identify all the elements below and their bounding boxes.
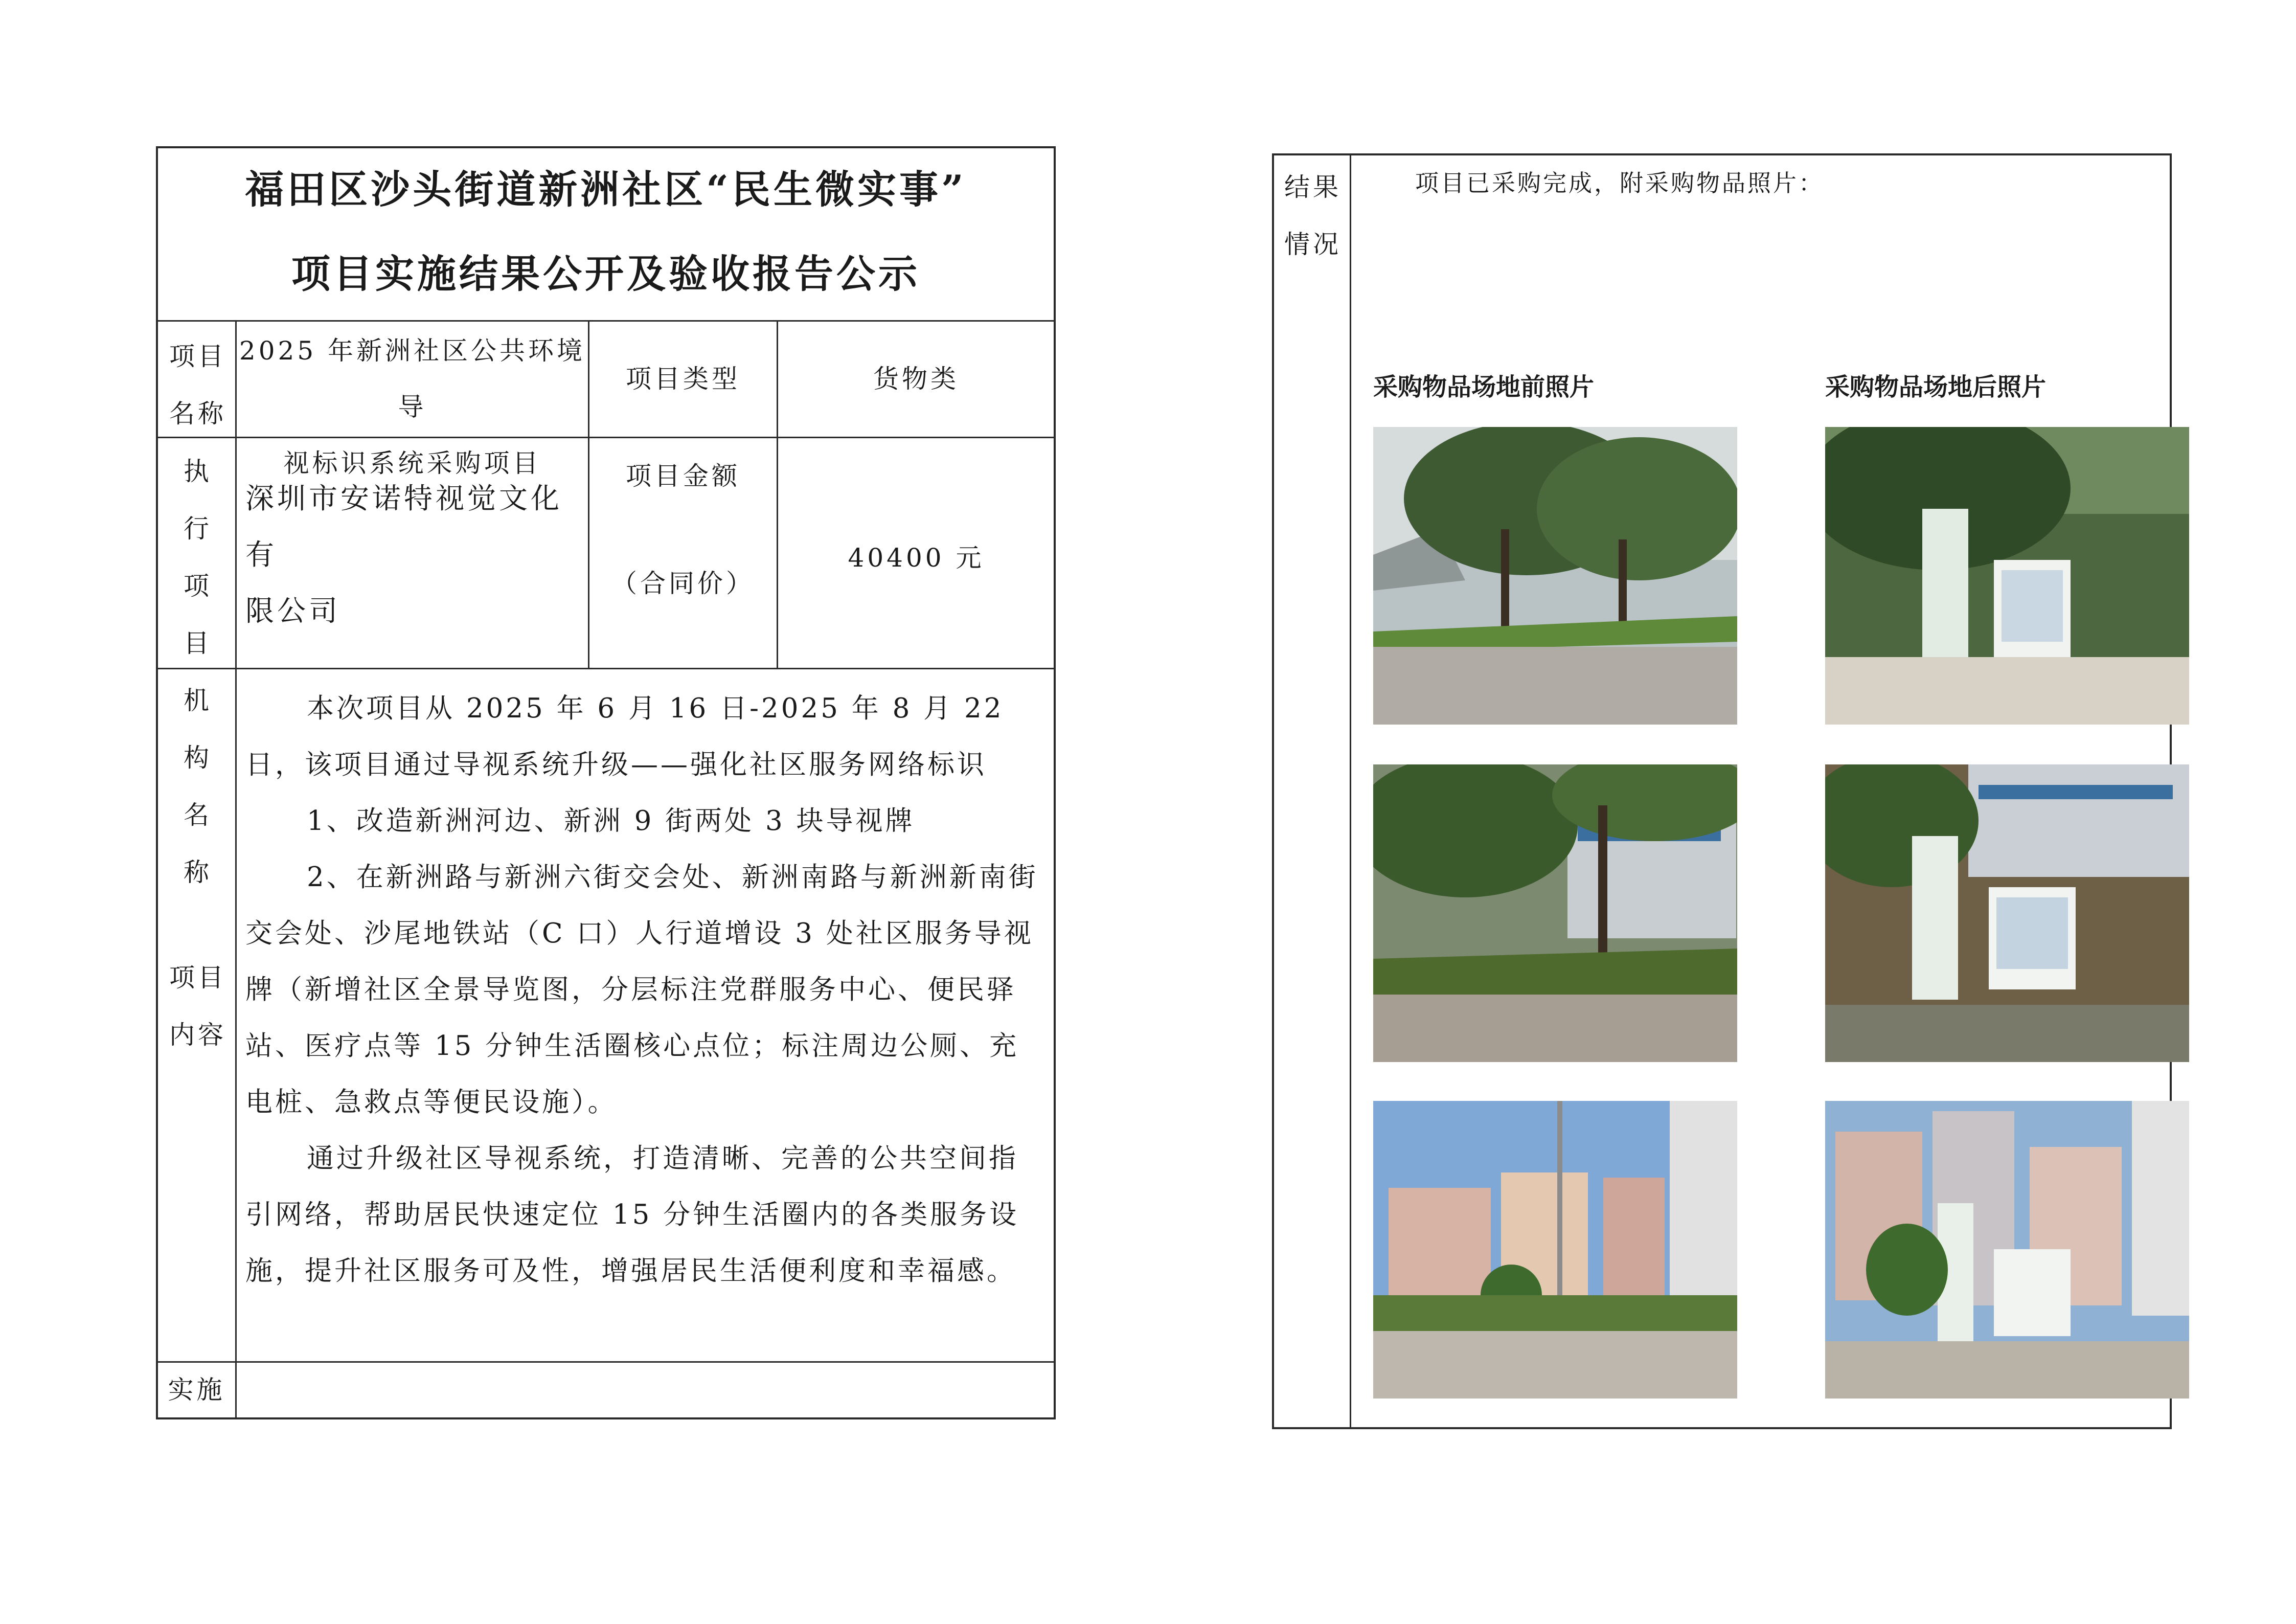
before-photos-caption: 采购物品场地前照片	[1373, 373, 1595, 401]
project-type-value: 货物类	[873, 364, 959, 394]
report-table	[156, 146, 1056, 1419]
after-photos-caption: 采购物品场地后照片	[1825, 373, 2047, 401]
project-content-label: 项目内容	[169, 963, 226, 1050]
executing-org-value: 深圳市安诺特视觉文化有 限公司	[245, 482, 562, 628]
project-name-value: 2025 年新洲社区公共环境导 视标识系统采购项目	[239, 336, 586, 478]
result-intro: 项目已采购完成，附采购物品照片：	[1415, 169, 1824, 197]
content-paragraph-2: 1、改造新洲河边、新洲 9 街两处 3 块导视牌	[307, 805, 915, 837]
project-amount-label: 项目金额	[626, 461, 740, 491]
page-title-line-2: 项目实施结果公开及验收报告公示	[291, 251, 920, 297]
contract-price-note: （合同价）	[611, 569, 755, 598]
after-photo-1	[1825, 427, 2189, 725]
content-paragraph-3: 2、在新洲路与新洲六街交会处、新洲南路与新洲新南街交会处、沙尾地铁站（C 口）人行道增设 3 处社区服务导视牌（新增社区全景导览图，分层标注党群服务中心、便民驿站、医疗点等 15 分钟生活圈核心点位；标注周边公厕、充电桩、急救点等便民设施）。	[245, 862, 1038, 1118]
before-photo-3	[1373, 1101, 1737, 1399]
project-name-label: 项目名称	[169, 342, 226, 428]
after-photo-2	[1825, 764, 2189, 1062]
before-photo-2	[1373, 764, 1737, 1062]
project-type-label: 项目类型	[626, 364, 740, 394]
project-content-body	[245, 681, 1045, 1299]
content-paragraph-1: 本次项目从 2025 年 6 月 16 日-2025 年 8 月 22 日，该项目通过导视系统升级——强化社区服务网络标识	[245, 693, 1004, 780]
project-amount-value: 40400 元	[848, 543, 985, 573]
result-label: 结果情况	[1284, 172, 1342, 259]
before-photo-1	[1373, 427, 1737, 725]
result-panel	[1272, 153, 2172, 1429]
after-photo-3	[1825, 1101, 2189, 1399]
content-paragraph-4: 通过升级社区导视系统，打造清晰、完善的公共空间指引网络，帮助居民快速定位 15 分钟生活圈内的各类服务设施，提升社区服务可及性，增强居民生活便利度和幸福感。	[245, 1143, 1019, 1287]
implementation-label: 实施	[168, 1375, 225, 1405]
executing-org-label: 执行项目机构名称	[184, 457, 212, 887]
page-title-line-1: 福田区沙头街道新洲社区“民生微实事”	[245, 167, 967, 212]
